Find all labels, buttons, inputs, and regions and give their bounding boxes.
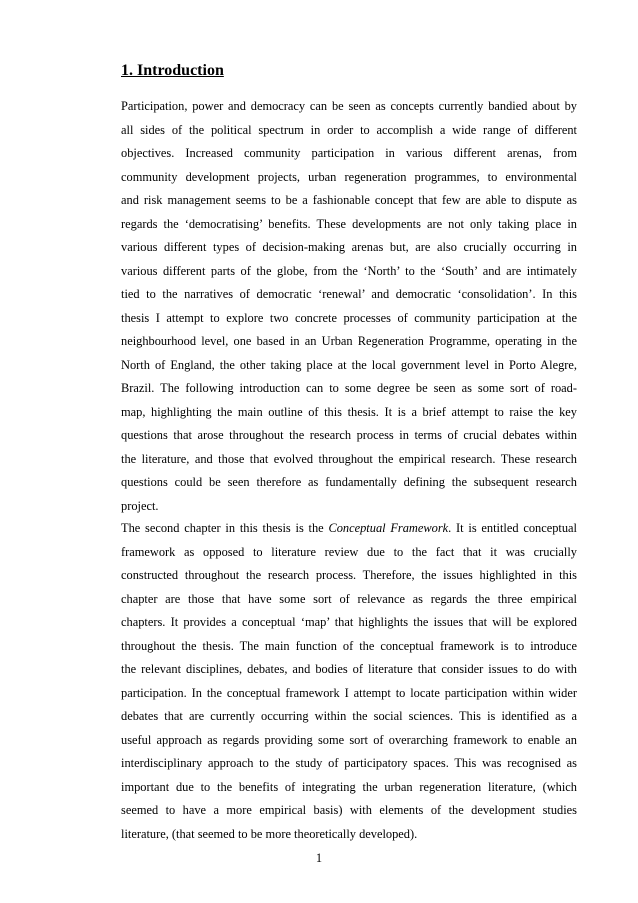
paragraph-line <box>121 517 577 541</box>
paragraph-line: project. <box>121 498 159 513</box>
paragraph-line: Brazil. The following introduction can to some degree be seen as some sort of road- <box>121 381 577 395</box>
paragraph-line: Participation, power and democracy can be seen as concepts currently bandied about by <box>121 99 577 113</box>
paragraph-line: the relevant disciplines, debates, and bodies of literature that consider issues to do with <box>121 662 577 676</box>
paragraph-line: seemed to have a more empirical basis) with elements of the development studies <box>121 803 577 817</box>
paragraph-line: community development projects, urban regeneration programmes, to environmental <box>121 169 577 184</box>
paragraph-line: framework as opposed to literature review due to the fact that it was crucially <box>121 544 577 559</box>
paragraph-line: chapters. It provides a conceptual ‘map’ that highlights the issues that will be explored <box>121 615 577 629</box>
chapter-title-italic: Conceptual Framework <box>328 521 449 535</box>
paragraph-line: North of England, the other taking place at the local government level in Porto Alegre, <box>121 357 577 372</box>
paragraph-line: debates that are currently occurring within the social sciences. This is identified as a <box>121 709 577 723</box>
paragraph-line: questions that arose throughout the research process in terms of crucial debates within <box>121 428 577 442</box>
paragraph-conceptual-framework <box>121 517 577 846</box>
paragraph-introduction <box>121 95 577 518</box>
paragraph-line: various different types of decision-making arenas but, are also crucially occurring in <box>121 240 577 254</box>
paragraph-line: and risk management seems to be a fashionable concept that few are able to dispute as <box>121 193 577 207</box>
paragraph-line: neighbourhood level, one based in an Urban Regeneration Programme, operating in the <box>121 334 577 348</box>
paragraph-text: . It is entitled conceptual <box>448 521 578 535</box>
paragraph-line: throughout the thesis. The main function of the conceptual framework is to introduce <box>121 638 577 653</box>
paragraph-line: thesis I attempt to explore two concrete processes of community participation at the <box>121 310 577 325</box>
paragraph-line: participation. In the conceptual framework I attempt to locate participation within wider <box>121 685 577 700</box>
page-number: 1 <box>315 851 323 865</box>
paragraph-line: literature, (that seemed to be more theoretically developed). <box>121 826 418 841</box>
paragraph-line: various different parts of the globe, from the ‘North’ to the ‘South’ and are intimately <box>121 263 577 278</box>
paragraph-line: interdisciplinary approach to the study of participatory spaces. This was recognised as <box>121 756 577 770</box>
paragraph-line: important due to the benefits of integrating the urban regeneration literature, (which <box>121 779 577 794</box>
paragraph-text: The second chapter in this thesis is the <box>121 521 329 535</box>
paragraph-line: all sides of the political spectrum in order to accomplish a wide range of different <box>121 122 577 137</box>
paragraph-line: the literature, and those that evolved throughout the empirical research. These research <box>121 451 577 466</box>
section-heading: 1. Introduction <box>121 62 224 79</box>
paragraph-line: map, highlighting the main outline of this thesis. It is a brief attempt to raise the key <box>121 404 577 419</box>
paragraph-line: chapter are those that have some sort of relevance as regards the three empirical <box>121 591 577 606</box>
paragraph-line: objectives. Increased community participation in various different arenas, from <box>121 146 577 160</box>
paragraph-line: regards the ‘democratising’ benefits. These developments are not only taking place in <box>121 216 577 231</box>
paragraph-line: questions could be seen therefore as fundamentally defining the subsequent research <box>121 475 577 489</box>
paragraph-line: useful approach as regards providing some sort of overarching framework to enable an <box>121 732 577 747</box>
paragraph-line: constructed throughout the research process. Therefore, the issues highlighted in this <box>121 568 577 582</box>
paragraph-line: tied to the narratives of democratic ‘renewal’ and democratic ‘consolidation’. In this <box>121 287 577 301</box>
